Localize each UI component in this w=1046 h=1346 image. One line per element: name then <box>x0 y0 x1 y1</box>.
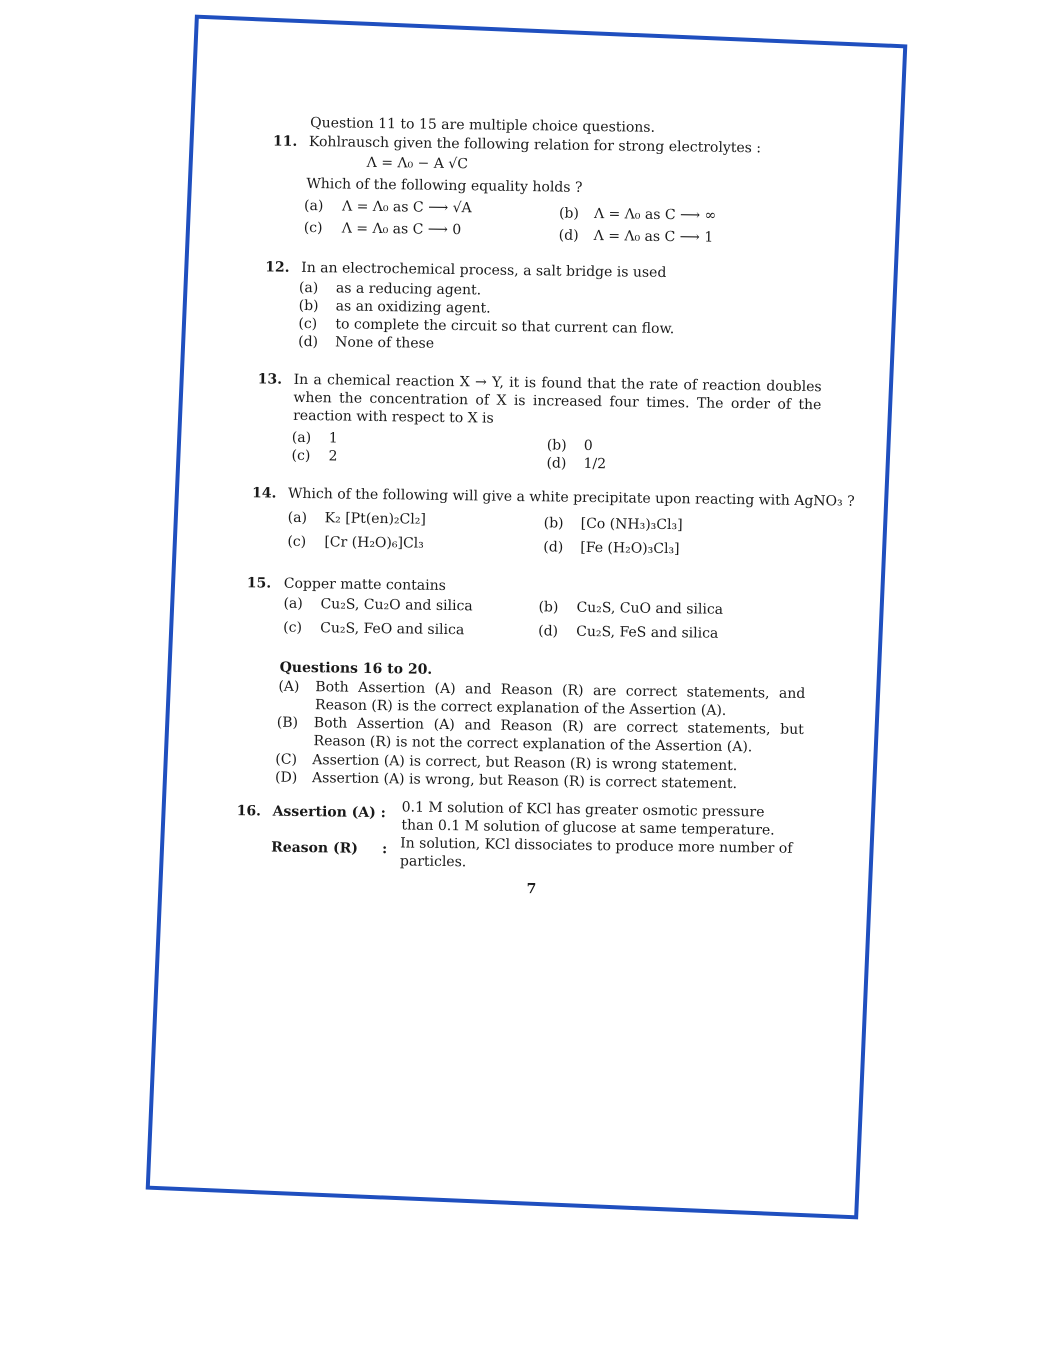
q16-assertion-label: Assertion (A) : <box>272 803 386 822</box>
q16-reason-label: Reason (R) <box>271 839 359 857</box>
q13-text: In a chemical reaction X → Y, it is found that the rate of reaction doubles when the concentration of X is increased four times. The order of the reaction with respect to X is <box>293 371 822 427</box>
page-number: 7 <box>526 881 537 898</box>
q13-a-label: (a) <box>291 429 312 447</box>
q11-d-label: (d) <box>558 227 579 244</box>
q13-d: 1/2 <box>583 455 607 473</box>
q15-a: Cu₂S, Cu₂O and silica <box>320 596 473 615</box>
q15-a-label: (a) <box>283 595 303 612</box>
ar-b: Both Assertion (A) and Reason (R) are correct statements, but Reason (R) is not the correct explanation of the Assertion (A). <box>313 715 804 756</box>
q16-reason: In solution, KCl dissociates to produce more number of particles. <box>399 835 793 871</box>
q12-d: None of these <box>335 334 435 352</box>
q12-b: as an oxidizing agent. <box>335 298 491 317</box>
q13-d-label: (d) <box>546 455 567 472</box>
q12-d-label: (d) <box>298 333 319 351</box>
q15-b: Cu₂S, CuO and silica <box>576 599 724 618</box>
q15-c: Cu₂S, FeO and silica <box>320 620 465 639</box>
q11-b: Λ = Λ₀ as C ⟶ ∞ <box>593 206 717 224</box>
q11-d: Λ = Λ₀ as C ⟶ 1 <box>593 228 714 246</box>
q14-a-label: (a) <box>287 509 308 527</box>
q14-d: [Fe (H₂O)₃Cl₃] <box>580 539 680 558</box>
q13-b: 0 <box>583 437 593 455</box>
q13-c: 2 <box>328 448 338 465</box>
q15-number: 15. <box>246 575 272 592</box>
ar-title: Questions 16 to 20. <box>279 659 433 678</box>
q12-a: as a reducing agent. <box>335 280 482 299</box>
q12-b-label: (b) <box>298 297 319 315</box>
q14-c-label: (c) <box>287 533 307 551</box>
q12-text: In an electrochemical process, a salt bridge is used <box>301 259 667 282</box>
q16-assertion: 0.1 M solution of KCl has greater osmotic pressure than 0.1 M solution of glucose at same temperature. <box>401 799 775 839</box>
q15-d-label: (d) <box>538 623 559 640</box>
q14-text: Which of the following will give a white precipitate upon reacting with AgNO₃ ? <box>287 485 855 510</box>
q16-reason-colon: : <box>382 841 388 858</box>
ar-d-label: (D) <box>274 769 298 786</box>
q14-b: [Co (NH₃)₃Cl₃] <box>580 515 683 534</box>
q11-c-label: (c) <box>303 219 323 237</box>
ar-a-label: (A) <box>278 678 300 695</box>
q11-c: Λ = Λ₀ as C ⟶ 0 <box>341 220 462 239</box>
q11-number: 11. <box>272 133 298 150</box>
q16-number: 16. <box>236 803 262 820</box>
q13-a: 1 <box>328 430 338 447</box>
q14-c: [Cr (H₂O)₆]Cl₃ <box>324 534 424 552</box>
q15-c-label: (c) <box>283 619 303 636</box>
ar-c-label: (C) <box>275 751 298 768</box>
q13-number: 13. <box>257 371 283 388</box>
ar-d: Assertion (A) is wrong, but Reason (R) is correct statement. <box>311 770 738 793</box>
q14-d-label: (d) <box>543 539 564 556</box>
q15-text: Copper matte contains <box>283 575 446 594</box>
q14-b-label: (b) <box>543 515 564 532</box>
q12-c-label: (c) <box>298 315 318 333</box>
q12-a-label: (a) <box>298 279 319 297</box>
ar-b-label: (B) <box>276 714 299 731</box>
q14-number: 14. <box>251 485 277 502</box>
ar-a: Both Assertion (A) and Reason (R) are correct statements, and Reason (R) is the correct explanation of the Assertion (A). <box>315 679 806 719</box>
q11-b-label: (b) <box>558 205 580 222</box>
q11-a-label: (a) <box>303 197 324 215</box>
q12-number: 12. <box>265 259 290 276</box>
q12-c: to complete the circuit so that current can flow. <box>335 316 675 338</box>
q11-a: Λ = Λ₀ as C ⟶ √A <box>341 198 472 217</box>
q11-formula: Λ = Λ₀ − A √C <box>366 154 469 173</box>
q11-text: Kohlrausch given the following relation for strong electrolytes : <box>308 134 762 157</box>
q13-c-label: (c) <box>291 447 311 465</box>
q15-d: Cu₂S, FeS and silica <box>576 623 719 642</box>
q11-sub: Which of the following equality holds ? <box>306 175 583 196</box>
ar-c: Assertion (A) is correct, but Reason (R) is wrong statement. <box>312 752 738 775</box>
q13-b-label: (b) <box>546 437 567 454</box>
q15-b-label: (b) <box>538 599 559 616</box>
intro: Question 11 to 15 are multiple choice questions. <box>310 115 656 136</box>
q14-a: K₂ [Pt(en)₂Cl₂] <box>324 510 426 528</box>
